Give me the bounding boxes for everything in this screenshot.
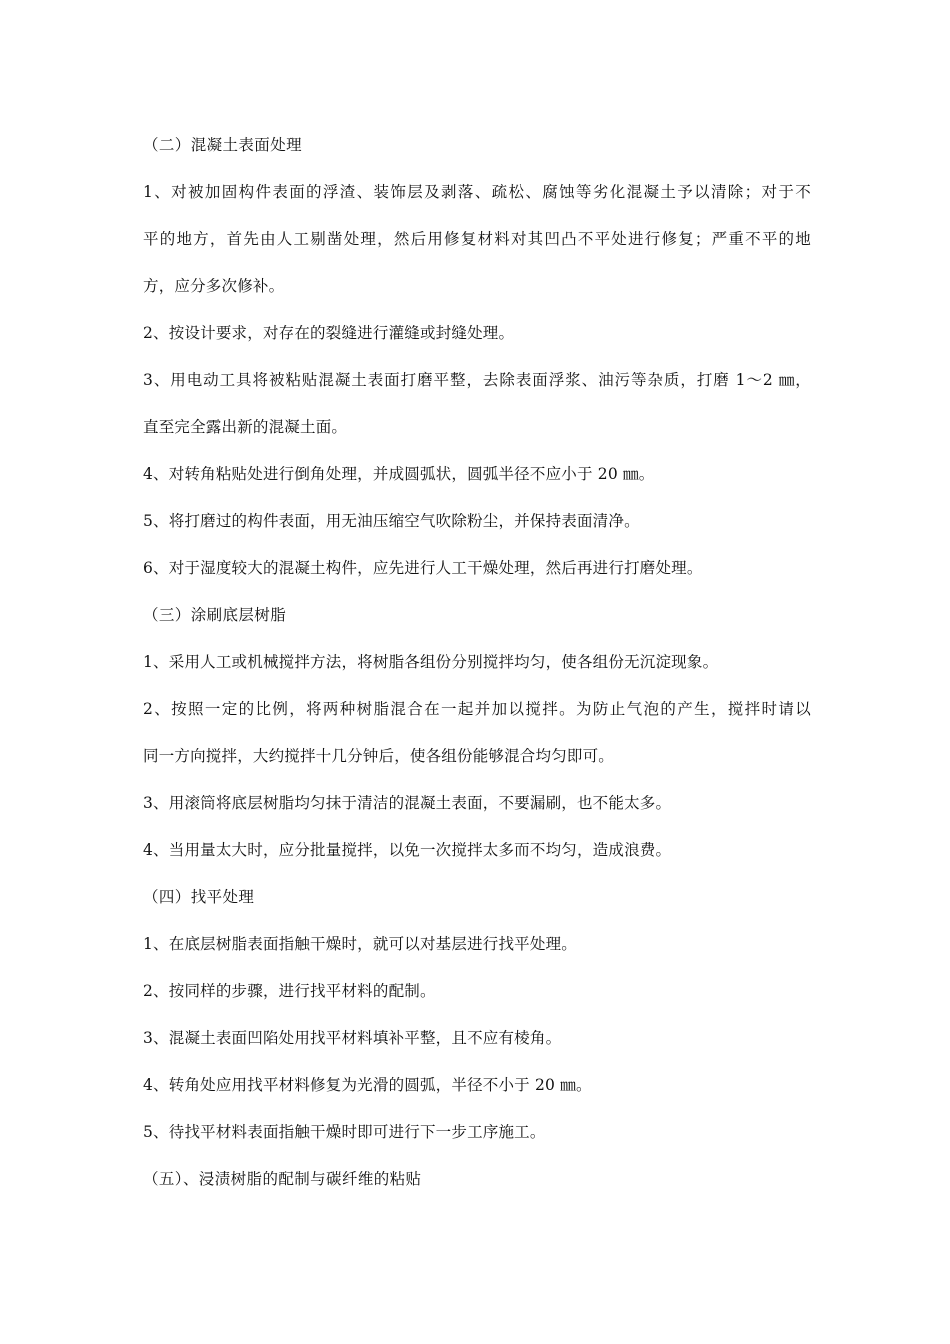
section-heading-5: （五）、浸渍树脂的配制与碳纤维的粘贴: [143, 1170, 422, 1188]
paragraph-line: 4、当用量太大时，应分批量搅拌，以免一次搅拌太多而不均匀，造成浪费。: [143, 841, 672, 859]
paragraph-line: 直至完全露出新的混凝土面。: [143, 418, 348, 436]
document-body: [143, 122, 811, 1203]
paragraph-line: 方，应分多次修补。: [143, 277, 285, 295]
paragraph-line: 1、在底层树脂表面指触干燥时，就可以对基层进行找平处理。: [143, 935, 577, 953]
paragraph-line: 平的地方，首先由人工剔凿处理，然后用修复材料对其凹凸不平处进行修复；严重不平的地: [143, 230, 811, 248]
section-heading-4: （四）找平处理: [143, 888, 255, 906]
paragraph-line: 2、按设计要求，对存在的裂缝进行灌缝或封缝处理。: [143, 324, 515, 342]
section-heading-2: （二）混凝土表面处理: [143, 136, 303, 154]
paragraph-line: 4、转角处应用找平材料修复为光滑的圆弧，半径不小于 20 ㎜。: [143, 1076, 592, 1094]
section-heading-3: （三）涂刷底层树脂: [143, 606, 287, 624]
paragraph-line: 2、按同样的步骤，进行找平材料的配制。: [143, 982, 436, 1000]
paragraph-line: 4、对转角粘贴处进行倒角处理，并成圆弧状，圆弧半径不应小于 20 ㎜。: [143, 465, 655, 483]
paragraph-line: 3、用滚筒将底层树脂均匀抹于清洁的混凝土表面，不要漏刷，也不能太多。: [143, 794, 672, 812]
paragraph-line: 6、对于湿度较大的混凝土构件，应先进行人工干燥处理，然后再进行打磨处理。: [143, 559, 703, 577]
paragraph-line: 1、采用人工或机械搅拌方法，将树脂各组份分别搅拌均匀，使各组份无沉淀现象。: [143, 653, 719, 671]
paragraph-line: 3、混凝土表面凹陷处用找平材料填补平整，且不应有棱角。: [143, 1029, 562, 1047]
paragraph-line: 同一方向搅拌，大约搅拌十几分钟后，使各组份能够混合均匀即可。: [143, 747, 615, 765]
paragraph-line: 5、待找平材料表面指触干燥时即可进行下一步工序施工。: [143, 1123, 546, 1141]
paragraph-line: 1、对被加固构件表面的浮渣、装饰层及剥落、疏松、腐蚀等劣化混凝土予以清除；对于不: [143, 183, 811, 201]
paragraph-line: 3、用电动工具将被粘贴混凝土表面打磨平整，去除表面浮浆、油污等杂质，打磨 1～2 ㎜，: [143, 371, 811, 389]
paragraph-line: 5、将打磨过的构件表面，用无油压缩空气吹除粉尘，并保持表面清净。: [143, 512, 640, 530]
paragraph-line: 2、按照一定的比例，将两种树脂混合在一起并加以搅拌。为防止气泡的产生，搅拌时请以: [143, 700, 811, 718]
